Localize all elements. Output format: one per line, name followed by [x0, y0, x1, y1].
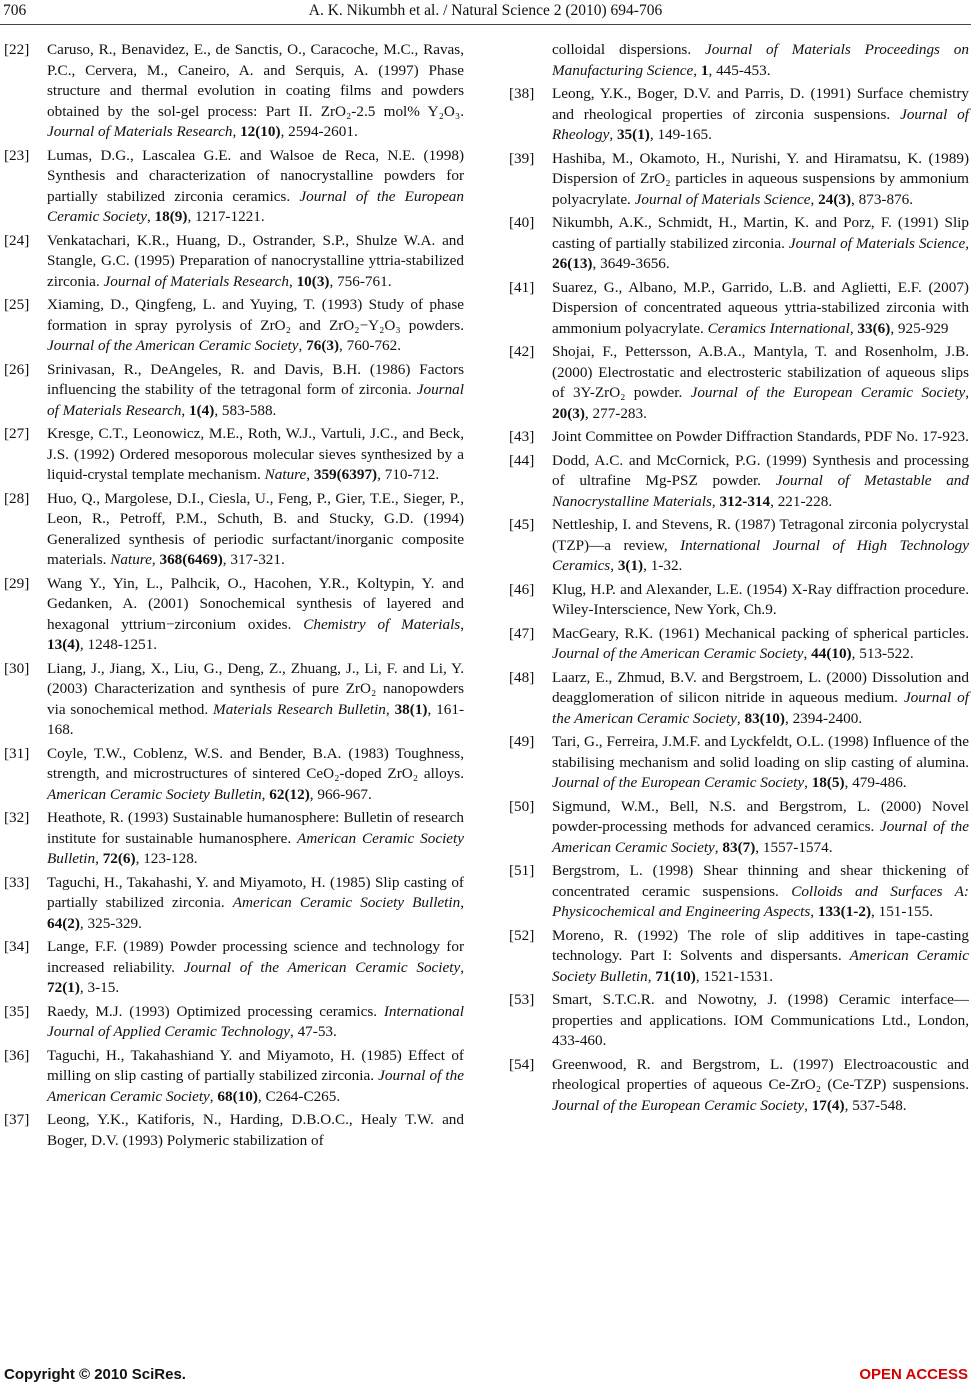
reference-pages: , 1217-1221. [187, 208, 265, 225]
reference-entry [507, 427, 969, 448]
reference-authors-title: Lange, F.F. (1989) Powder processing science and technology for increased reliability. [47, 938, 464, 976]
reference-number: [34] [4, 938, 30, 955]
reference-authors-title: Coyle, T.W., Coblenz, W.S. and Bender, B.A. (1983) Toughness, strength, and microstructures of sintered CeO₂-doped ZrO₂ alloys. [47, 744, 464, 782]
reference-pages: , 479-486. [844, 774, 907, 791]
reference-number: [41] [509, 278, 535, 296]
reference-authors-title: Liang, J., Jiang, X., Liu, G., Deng, Z., Zhuang, J., Li, F. and Li, Y. (2003) Characterization and synthesis of pure ZrO₂ nanopowders via sonochemical method. [47, 659, 464, 718]
reference-pages: , 966-967. [309, 785, 372, 803]
reference-pages: , 161-168. [47, 700, 464, 738]
reference-pages: , 445-453. [708, 61, 771, 79]
reference-journal: Chemistry of Materials [303, 615, 461, 633]
reference-volume: 1 [700, 61, 709, 79]
reference-authors-title: Heathote, R. (1993) Sustainable humanosphere: Bulletin of research institute for sustainable humanosphere. [47, 809, 464, 847]
reference-volume: 35(1) [616, 126, 650, 143]
reference-journal: Journal of the American Ceramic Society [552, 689, 969, 727]
reference-journal: Journal of the European Ceramic Society [690, 384, 966, 401]
page-footer [0, 1366, 971, 1388]
reference-pages: , 1557-1574. [755, 838, 833, 856]
reference-authors-title: Huo, Q., Margolese, D.I., Ciesla, U., Feng, P., Gier, T.E., Sieger, P., Leon, R., Petroff, P.M., Schuth, B. and Stucky, G.D. (1994) Generalized synthesis of periodic surfactant/inorganic composite materials. [47, 489, 464, 568]
reference-pages: , 123-128. [135, 850, 198, 867]
reference-number: [47] [509, 624, 535, 642]
reference-volume: 83(7) [722, 838, 756, 856]
reference-number: [31] [4, 744, 30, 762]
reference-pages: , 873-876. [851, 190, 914, 208]
reference-journal: Journal of the American Ceramic Society [552, 645, 804, 662]
reference-pages: , 3649-3656. [592, 255, 670, 272]
reference-authors-title: Venkatachari, K.R., Huang, D., Ostrander, S.P., Shulze W.A. and Stangle, G.C. (1995) Preparation of nanocrystalline yttria-stabilized zirconia. [47, 231, 464, 290]
reference-volume: 62(12) [269, 785, 310, 803]
reference-authors-title: Hashiba, M., Okamoto, H., Nurishi, Y. and Hiramatsu, K. (1989) Dispersion of ZrO₂ particles in aqueous suspensions by ammonium polyacrylate. [552, 149, 969, 208]
reference-journal: American Ceramic Society Bulletin [232, 894, 461, 911]
reference-entry: [42] Shojai, F., Pettersson, A.B.A., Mantyla, T. and Rosenholm, J.B. (2000) Electrostatic and electrosteric stabilization of aqueous slips of 3Y-ZrO₂ powder. Journal of the European Ceramic Society, 20(3), 277-283. [509, 343, 969, 422]
reference-entry: [49] Tari, G., Ferreira, J.M.F. and Lyckfeldt, O.L. (1998) Influence of the stabilising mechanism and solid loading on slip casting of alumina. Journal of the European Ceramic Society, 18(5), 479-486. [509, 733, 969, 791]
reference-authors-title: Srinivasan, R., DeAngeles, R. and Davis, B.H. (1986) Factors influencing the stability of the tetragonal form of zirconia. [47, 360, 464, 398]
reference-number: [38] [509, 85, 535, 102]
reference-authors-title: Tari, G., Ferreira, J.M.F. and Lyckfeldt, O.L. (1998) Influence of the stabilising mechanism and solid loading on slip casting of alumina. [552, 733, 969, 771]
open-access-label: OPEN ACCESS [859, 1366, 968, 1383]
reference-entry: colloidal dispersions. Journal of Materials Proceedings on Manufacturing Science, 1, 445-453. [552, 41, 969, 79]
reference-pages: , 925-929 [890, 319, 949, 337]
reference-volume: 133(1-2) [817, 903, 872, 920]
reference-number: [27] [4, 425, 30, 442]
reference-pages: , 149-165. [649, 126, 712, 143]
reference-number: [33] [4, 873, 30, 891]
reference-number: [52] [509, 926, 535, 944]
reference-authors-title: Shojai, F., Pettersson, A.B.A., Mantyla, T. and Rosenholm, J.B. (2000) Electrostatic and electrosteric stabilization of aqueous slips of 3Y-ZrO₂ powder. [552, 343, 969, 401]
reference-pages: , 1521-1531. [695, 967, 774, 985]
reference-number: [24] [4, 231, 30, 249]
reference-number: [23] [4, 146, 30, 164]
references-right-column [507, 40, 969, 1116]
reference-journal: American Ceramic Society Bulletin [552, 947, 969, 985]
reference-journal: Journal of the American Ceramic Society [183, 958, 461, 976]
reference-volume: 1(4) [189, 401, 215, 419]
reference-number: [50] [509, 797, 535, 815]
reference-pages: , 513-522. [851, 645, 914, 662]
reference-pages: , 2594-2601. [280, 123, 358, 140]
reference-pages: , 760-762. [339, 337, 402, 354]
reference-entry: [50] Sigmund, W.M., Bell, N.S. and Bergstrom, L. (2000) Novel powder-processing methods for advanced ceramics. Journal of the American Ceramic Society, 83(7), 1557-1574. [509, 797, 969, 856]
reference-number: [40] [509, 214, 535, 231]
reference-entry: [47] MacGeary, R.K. (1961) Mechanical packing of spherical particles. Journal of the American Ceramic Society, 44(10), 513-522. [509, 624, 969, 662]
reference-authors-title: Leong, Y.K., Katiforis, N., Harding, D.B.O.C., Healy T.W. and Boger, D.V. (1993) Polymeric stabilization of [47, 1111, 464, 1149]
reference-volume: 33(6) [857, 319, 891, 337]
reference-authors-title: Bergstrom, L. (1998) Shear thinning and shear thickening of concentrated ceramic suspensions. [552, 862, 969, 900]
reference-entry: [51] Bergstrom, L. (1998) Shear thinning and shear thickening of concentrated ceramic suspensions. Colloids and Surfaces A: Physicochemical and Engineering Aspects, 133(1-2), 151-155. [509, 862, 969, 920]
reference-number: [37] [4, 1111, 30, 1128]
reference-journal: Ceramics International [707, 319, 850, 337]
reference-authors-title: MacGeary, R.K. (1961) Mechanical packing of spherical particles. [552, 624, 969, 642]
reference-volume: 76(3) [306, 337, 340, 354]
reference-entry: [22] Caruso, R., Benavidez, E., de Sanctis, O., Caracoche, M.C., Ravas, P.C., Cervera, M., Caneiro, A. and Serquis, A. (1997) Phase structure and thermal evolution in coating films and powders obtained by the sol-gel process: Part II. ZrO₂-2.5 mol% Y₂O₃. Journal of Materials Research, 12(10), 2594-2601. [4, 41, 464, 140]
reference-volume: 18(5) [811, 774, 845, 791]
reference-entry: [28] Huo, Q., Margolese, D.I., Ciesla, U., Feng, P., Gier, T.E., Sieger, P., Leon, R., Petroff, P.M., Schuth, B. and Stucky, G.D. (1994) Generalized synthesis of periodic surfactant/inorganic composite materials. Nature, 368(6469), 317-321. [4, 489, 464, 568]
reference-volume: 10(3) [296, 272, 330, 290]
reference-pages: , 221-228. [770, 492, 833, 510]
reference-number: [51] [509, 862, 535, 879]
reference-journal: American Ceramic Society Bulletin [47, 829, 464, 867]
reference-volume: 359(6397) [313, 466, 378, 483]
reference-entry: [40] Nikumbh, A.K., Schmidt, H., Martin, K. and Porz, F. (1991) Slip casting of partially stabilized zirconia. Journal of Materials Science, 26(13), 3649-3656. [509, 214, 969, 272]
reference-number: [42] [509, 343, 535, 360]
reference-pages: , 710-712. [377, 466, 440, 483]
reference-journal: Journal of the American Ceramic Society [552, 818, 969, 856]
reference-authors-title: Suarez, G., Albano, M.P., Garrido, L.B. and Aglietti, E.F. (2007) Dispersion of concentrated aqueous yttria-stabilized zirconia with ammonium polyacrylate. [552, 278, 969, 337]
reference-authors-title: Dodd, A.C. and McCornick, P.G. (1999) Synthesis and processing of ultrafine Mg-PSZ powder. [552, 451, 969, 489]
reference-volume: 12(10) [240, 123, 281, 140]
reference-entry: [32] Heathote, R. (1993) Sustainable humanosphere: Bulletin of research institute for sustainable humanosphere. American Ceramic Society Bulletin, 72(6), 123-128. [4, 809, 464, 867]
reference-journal: Colloids and Surfaces A: Physicochemical and Engineering Aspects [552, 882, 969, 920]
reference-pages: , 151-155. [871, 903, 934, 920]
reference-pages: , 325-329. [79, 914, 142, 932]
reference-entry: [29] Wang Y., Yin, L., Palhcik, O., Hacohen, Y.R., Koltypin, Y. and Gedanken, A. (2001) Sonochemical synthesis of layered and hexagonal yttrium−zirconium oxides. Chemistry of Materials, 13(4), 1248-1251. [4, 574, 464, 653]
reference-authors-title: Kresge, C.T., Leonowicz, M.E., Roth, W.J., Vartuli, J.C., and Beck, J.S. (1992) Ordered mesoporous molecular sieves synthesized by a liquid-crystal template mechanism. [47, 425, 464, 483]
reference-volume: 44(10) [811, 645, 852, 662]
page-number: 706 [3, 2, 27, 19]
reference-journal: Journal of Materials Research [47, 381, 464, 419]
reference-journal: Materials Research Bulletin [213, 700, 386, 718]
reference-volume: 26(13) [552, 255, 593, 272]
reference-number: [36] [4, 1046, 30, 1064]
reference-entry: [27] Kresge, C.T., Leonowicz, M.E., Roth, W.J., Vartuli, J.C., and Beck, J.S. (1992) Ordered mesoporous molecular sieves synthesized by a liquid-crystal template mechanism. Nature, 359(6397), 710-712. [4, 425, 464, 483]
reference-number: [30] [4, 659, 30, 677]
reference-entry [507, 580, 969, 621]
reference-entry: [36] Taguchi, H., Takahashiand Y. and Miyamoto, H. (1985) Effect of milling on slip casting of partially stabilized zirconia. Journal of the American Ceramic Society, 68(10), C264-C265. [4, 1046, 464, 1105]
reference-volume: 17(4) [811, 1096, 845, 1114]
reference-journal: Journal of the European Ceramic Society [552, 1096, 805, 1114]
reference-authors-title: Sigmund, W.M., Bell, N.S. and Bergstrom, L. (2000) Novel powder-processing methods for advanced ceramics. [552, 797, 969, 835]
reference-pages: , C264-C265. [257, 1087, 341, 1105]
reference-journal: Journal of the European Ceramic Society [47, 187, 464, 225]
reference-volume: 64(2) [47, 914, 80, 932]
reference-journal: Nature [264, 466, 307, 483]
reference-pages: , 1248-1251. [79, 636, 158, 653]
reference-authors-title: Caruso, R., Benavidez, E., de Sanctis, O., Caracoche, M.C., Ravas, P.C., Cervera, M., Caneiro, A. and Serquis, A. (1997) Phase structure and thermal evolution in coating films and powders obtained by the sol-gel process: Part II. ZrO₂-2.5 mol% Y₂O₃. [47, 41, 464, 120]
reference-entry: [31] Coyle, T.W., Coblenz, W.S. and Bender, B.A. (1983) Toughness, strength, and microstructures of sintered CeO₂-doped ZrO₂ alloys. American Ceramic Society Bulletin, 62(12), 966-967. [4, 744, 464, 803]
reference-authors-title: Taguchi, H., Takahashi, Y. and Miyamoto, H. (1985) Slip casting of partially stabilized zirconia. [47, 873, 464, 911]
reference-authors-title: Moreno, R. (1992) The role of slip additives in tape-casting technology. Part I: Solvents and dispersants. [552, 926, 969, 964]
reference-entry [2, 1002, 464, 1043]
reference-pages: , 583-588. [214, 401, 277, 419]
reference-pages: , 2394-2400. [784, 709, 863, 727]
reference-journal: International Journal of High Technology Ceramics [552, 536, 969, 574]
reference-entry: [34] Lange, F.F. (1989) Powder processing science and technology for increased reliability. Journal of the American Ceramic Society, 72(1), 3-15. [4, 938, 464, 996]
reference-number: [49] [509, 733, 535, 750]
reference-pages: , 3-15. [79, 979, 120, 996]
references-left-column [2, 40, 464, 1151]
reference-entry: [38] Leong, Y.K., Boger, D.V. and Parris, D. (1991) Surface chemistry and rheological properties of zirconia suspensions. Journal of Rheology, 35(1), 149-165. [509, 85, 969, 143]
reference-entry: [23] Lumas, D.G., Lascalea G.E. and Walsoe de Reca, N.E. (1998) Synthesis and characterization of nanocrystalline powders for partially stabilized zirconia ceramics. Journal of the European Ceramic Society, 18(9), 1217-1221. [4, 146, 464, 225]
reference-journal: Nature [110, 551, 152, 568]
reference-volume: 20(3) [552, 404, 585, 422]
reference-authors-title: Greenwood, R. and Bergstrom, L. (1997) Electroacoustic and rheological properties of aqueous Ce-ZrO₂ (Ce-TZP) suspensions. [552, 1055, 969, 1093]
reference-entry [2, 1110, 464, 1151]
reference-entry: [41] Suarez, G., Albano, M.P., Garrido, L.B. and Aglietti, E.F. (2007) Dispersion of concentrated aqueous yttria-stabilized zirconia with ammonium polyacrylate. Ceramics International, 33(6), 925-929 [509, 278, 969, 337]
reference-pages: , 537-548. [844, 1096, 907, 1114]
header-rule [0, 24, 971, 25]
reference-authors-title: Wang Y., Yin, L., Palhcik, O., Hacohen, Y.R., Koltypin, Y. and Gedanken, A. (2001) Sonochemical synthesis of layered and hexagonal yttrium−zirconium oxides. [47, 574, 464, 633]
reference-volume: 83(10) [744, 709, 785, 727]
reference-volume: 368(6469) [159, 551, 223, 568]
reference-entry: [33] Taguchi, H., Takahashi, Y. and Miyamoto, H. (1985) Slip casting of partially stabilized zirconia. American Ceramic Society Bulletin, 64(2), 325-329. [4, 873, 464, 932]
reference-volume: 3(1) [617, 557, 644, 574]
reference-volume: 72(6) [102, 850, 136, 867]
reference-entry: [24] Venkatachari, K.R., Huang, D., Ostrander, S.P., Shulze W.A. and Stangle, G.C. (1995) Preparation of nanocrystalline yttria-stabilized zirconia. Journal of Materials Research, 10(3), 756-761. [4, 231, 464, 290]
reference-journal: Journal of Materials Research [103, 272, 289, 290]
reference-authors-title: Joint Committee on Powder Diffraction Standards, PDF No. 17-923. [552, 428, 969, 445]
reference-journal: Journal of the European Ceramic Society [552, 774, 805, 791]
reference-number: [29] [4, 574, 30, 592]
reference-entry: [44] Dodd, A.C. and McCornick, P.G. (1999) Synthesis and processing of ultrafine Mg-PSZ powder. Journal of Metastable and Nanocrystalline Materials, 312-314, 221-228. [509, 451, 969, 510]
reference-entry: [45] Nettleship, I. and Stevens, R. (1987) Tetragonal zirconia polycrystal (TZP)—a review, International Journal of High Technology Ceramics, 3(1), 1-32. [509, 516, 969, 574]
reference-volume: 312-314 [719, 492, 771, 510]
reference-authors-title: Taguchi, H., Takahashiand Y. and Miyamoto, H. (1985) Effect of milling on slip casting of partially stabilized zirconia. [47, 1046, 464, 1084]
reference-entry: [54] Greenwood, R. and Bergstrom, L. (1997) Electroacoustic and rheological properties of aqueous Ce-ZrO₂ (Ce-TZP) suspensions. Journal of the European Ceramic Society, 17(4), 537-548. [509, 1055, 969, 1114]
reference-number: [48] [509, 668, 535, 686]
reference-number: [44] [509, 451, 535, 469]
reference-pages: , 277-283. [584, 404, 647, 422]
reference-authors-title: Nikumbh, A.K., Schmidt, H., Martin, K. and Porz, F. (1991) Slip casting of partially stabilized zirconia. [552, 214, 969, 252]
reference-authors-title: Leong, Y.K., Boger, D.V. and Parris, D. (1991) Surface chemistry and rheological properties of zirconia suspensions. [552, 85, 969, 123]
reference-volume: 38(1) [394, 700, 428, 718]
reference-authors-title: Lumas, D.G., Lascalea G.E. and Walsoe de Reca, N.E. (1998) Synthesis and characterization of nanocrystalline powders for partially stabilized zirconia ceramics. [47, 146, 464, 205]
reference-authors-title: Laarz, E., Zhmud, B.V. and Bergstroem, L. (2000) Dissolution and deagglomeration of silicon nitride in aqueous medium. [552, 668, 969, 706]
reference-entry: [52] Moreno, R. (1992) The role of slip additives in tape-casting technology. Part I: Solvents and dispersants. American Ceramic Society Bulletin, 71(10), 1521-1531. [509, 926, 969, 985]
reference-journal: Journal of the American Ceramic Society [47, 337, 299, 354]
reference-journal: Journal of Materials Science [788, 234, 966, 252]
reference-pages: , 756-761. [329, 272, 392, 290]
copyright-notice: Copyright © 2010 SciRes. [4, 1366, 186, 1383]
reference-authors-title: Raedy, M.J. (1993) Optimized processing ceramics. [47, 1002, 384, 1020]
journal-citation-line: A. K. Nikumbh et al. / Natural Science 2 (2010) 694-706 [308, 2, 663, 19]
reference-entry: [39] Hashiba, M., Okamoto, H., Nurishi, Y. and Hiramatsu, K. (1989) Dispersion of ZrO₂ particles in aqueous suspensions by ammonium polyacrylate. Journal of Materials Science, 24(3), 873-876. [509, 149, 969, 208]
reference-volume: 68(10) [217, 1087, 258, 1105]
reference-volume: 18(9) [154, 208, 188, 225]
reference-volume: 72(1) [47, 979, 80, 996]
reference-volume: 24(3) [818, 190, 852, 208]
reference-number: [39] [509, 149, 535, 167]
running-head [0, 0, 971, 22]
reference-number: [46] [509, 580, 535, 598]
reference-authors-title: Nettleship, I. and Stevens, R. (1987) Tetragonal zirconia polycrystal (TZP)—a review, [552, 516, 969, 554]
reference-number: [28] [4, 489, 30, 507]
reference-entry: [25] Xiaming, D., Qingfeng, L. and Yuying, T. (1993) Study of phase formation in spray pyrolysis of ZrO₂ and ZrO₂−Y₂O₃ powders. Journal of the American Ceramic Society, 76(3), 760-762. [4, 296, 464, 354]
reference-authors-title: Smart, S.T.C.R. and Nowotny, J. (1998) Ceramic interface—properties and applications. IOM Communications Ltd., London, 433-460. [552, 991, 969, 1049]
reference-journal: International Journal of Applied Ceramic Technology [47, 1002, 464, 1040]
reference-authors-title: Xiaming, D., Qingfeng, L. and Yuying, T. (1993) Study of phase formation in spray pyrolysis of ZrO₂ and ZrO₂−Y₂O₃ powders. [47, 296, 464, 334]
reference-number: [26] [4, 360, 30, 378]
reference-pages: , 317-321. [222, 551, 285, 568]
reference-journal: Journal of Materials Science [634, 190, 811, 208]
reference-entry [507, 990, 969, 1052]
reference-authors-title: Klug, H.P. and Alexander, L.E. (1954) X-Ray diffraction procedure. Wiley-Interscience, New York, Ch.9. [552, 580, 969, 618]
reference-volume: 13(4) [47, 636, 80, 653]
reference-entry: [26] Srinivasan, R., DeAngeles, R. and Davis, B.H. (1986) Factors influencing the stability of the tetragonal form of zirconia. Journal of Materials Research, 1(4), 583-588. [4, 360, 464, 419]
reference-journal: Journal of Metastable and Nanocrystalline Materials [552, 472, 969, 510]
reference-journal: Journal of Materials Research [47, 123, 233, 140]
reference-journal: Journal of Materials Proceedings on Manufacturing Science [552, 41, 969, 79]
reference-authors-title: colloidal dispersions. [552, 41, 705, 58]
reference-number: [35] [4, 1002, 30, 1020]
reference-number: [32] [4, 809, 30, 826]
reference-volume: 71(10) [655, 967, 696, 985]
reference-entry: [48] Laarz, E., Zhmud, B.V. and Bergstroem, L. (2000) Dissolution and deagglomeration of silicon nitride in aqueous medium. Journal of the American Ceramic Society, 83(10), 2394-2400. [509, 668, 969, 727]
reference-pages: , 47-53. [289, 1023, 337, 1040]
reference-journal: Journal of the American Ceramic Society [47, 1067, 464, 1105]
reference-number: [22] [4, 41, 30, 58]
reference-number: [45] [509, 516, 535, 533]
reference-journal: Journal of Rheology [552, 105, 969, 143]
reference-number: [54] [509, 1055, 535, 1073]
reference-number: [43] [509, 428, 535, 445]
reference-number: [53] [509, 991, 535, 1008]
reference-pages: , 1-32. [643, 557, 683, 574]
reference-journal: American Ceramic Society Bulletin [47, 785, 262, 803]
reference-entry: [30] Liang, J., Jiang, X., Liu, G., Deng, Z., Zhuang, J., Li, F. and Li, Y. (2003) Characterization and synthesis of pure ZrO₂ nanopowders via sonochemical method. Materials Research Bulletin, 38(1), 161-168. [4, 659, 464, 738]
reference-number: [25] [4, 296, 30, 313]
